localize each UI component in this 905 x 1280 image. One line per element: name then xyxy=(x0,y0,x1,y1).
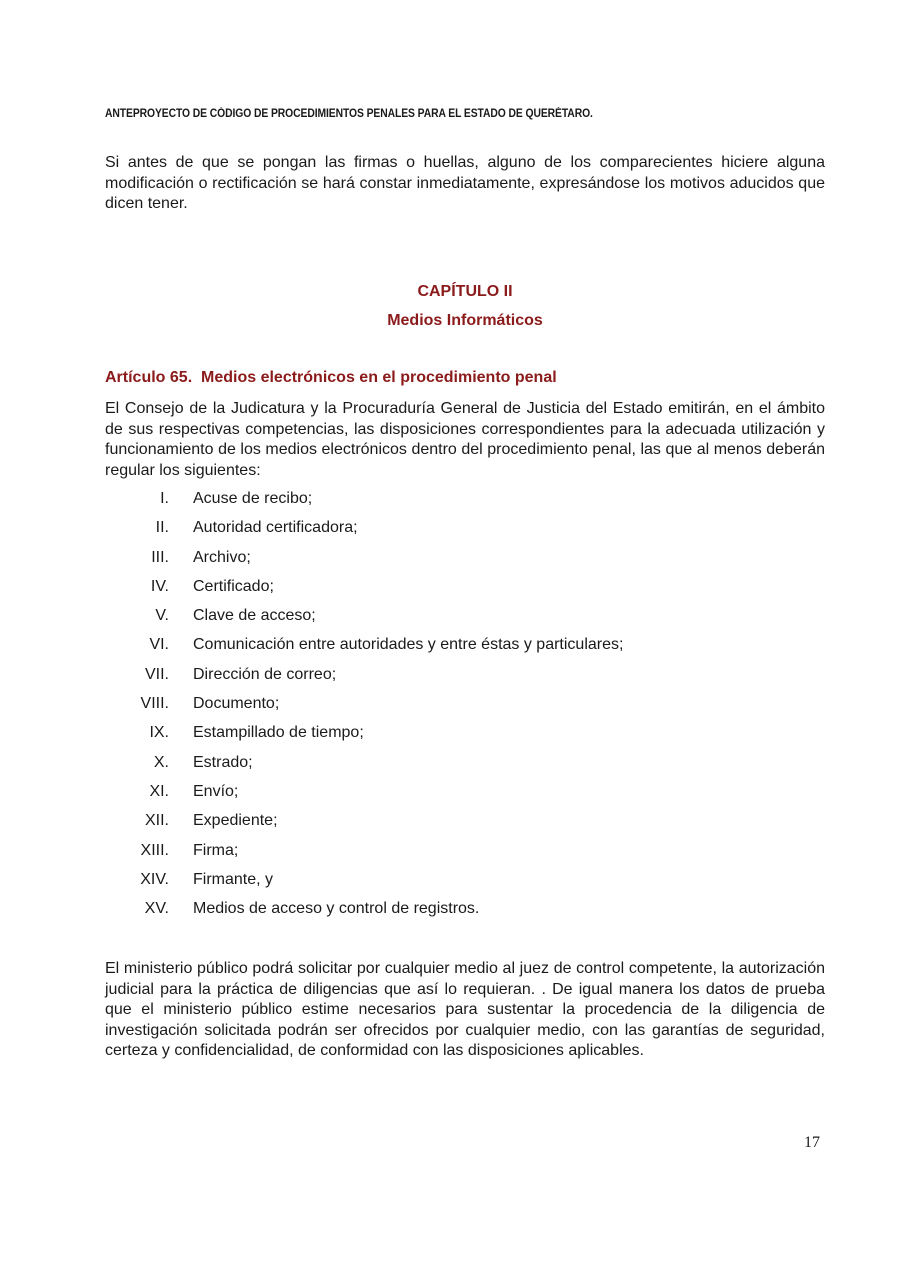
item-text: Expediente; xyxy=(193,812,278,830)
article-closing-paragraph: El ministerio público podrá solicitar por cualquier medio al juez de control competente, la autorización judicial para la práctica de diligencias que así lo requieran. . De igual manera los datos de prueba que el ministerio público estime necesarios para sustentar la procedencia de la diligencia de investigación solicitada podrán ser ofrecidos por cualquier medio, con las garantías de seguridad, certeza y confidencialidad, de conformidad con las disposiciones aplicables. xyxy=(105,960,825,1059)
list-item xyxy=(105,694,825,723)
list-item xyxy=(105,577,825,606)
list-item xyxy=(105,548,825,577)
list-item xyxy=(105,753,825,782)
list-item xyxy=(105,489,825,518)
paragraph-signatures: Si antes de que se pongan las firmas o huellas, alguno de los comparecientes hiciere alguna modificación o rectificación se hará constar inmediatamente, expresándose los motivos aducidos que dicen tener. xyxy=(105,154,825,212)
item-text: Envío; xyxy=(193,782,239,800)
page-number: 17 xyxy=(804,1134,820,1151)
item-number: II. xyxy=(155,519,169,537)
item-text: Autoridad certificadora; xyxy=(193,519,358,537)
item-number: IV. xyxy=(150,577,169,595)
item-text: Certificado; xyxy=(193,577,274,595)
list-item xyxy=(105,782,825,811)
item-text: Archivo; xyxy=(193,548,251,566)
item-text: Dirección de correo; xyxy=(193,665,337,683)
item-number: VII. xyxy=(144,665,169,683)
item-number: I. xyxy=(160,490,169,507)
item-number: XIII. xyxy=(140,841,169,859)
chapter-subtitle: Medios Informáticos xyxy=(387,312,543,329)
item-text: Estrado; xyxy=(193,753,253,771)
list-item xyxy=(105,665,825,694)
list-item xyxy=(105,723,825,752)
list-item xyxy=(105,841,825,870)
item-text: Comunicación entre autoridades y entre éstas y particulares; xyxy=(193,636,624,654)
item-number: III. xyxy=(151,548,169,566)
item-number: VI. xyxy=(149,636,169,654)
item-text: Acuse de recibo; xyxy=(193,490,313,507)
item-number: IX. xyxy=(149,724,169,742)
list-item xyxy=(105,870,825,899)
article-items-list xyxy=(105,489,825,928)
item-text: Firma; xyxy=(193,841,239,859)
list-item xyxy=(105,606,825,635)
chapter-title: CAPÍTULO II xyxy=(417,283,513,300)
article-intro: El Consejo de la Judicatura y la Procuraduría General de Justicia del Estado emitirán, en el ámbito de sus respectivas competencias, las disposiciones correspondientes para la adecuada utilización y funcionamiento de los medios electrónicos dentro del procedimiento penal, las que al menos deberán regular los siguientes: xyxy=(105,400,825,479)
item-number: X. xyxy=(153,753,169,771)
list-item xyxy=(105,518,825,547)
item-text: Medios de acceso y control de registros. xyxy=(193,900,480,918)
list-item xyxy=(105,811,825,840)
item-number: XV. xyxy=(144,900,169,918)
item-number: XI. xyxy=(149,782,169,800)
document-header: ANTEPROYECTO DE CÓDIGO DE PROCEDIMIENTOS PENALES PARA EL ESTADO DE QUERÉTARO. xyxy=(105,108,593,120)
item-number: XIV. xyxy=(140,870,169,888)
item-text: Estampillado de tiempo; xyxy=(193,724,364,742)
item-text: Clave de acceso; xyxy=(193,607,316,625)
item-number: V. xyxy=(155,607,169,625)
item-number: VIII. xyxy=(140,695,169,713)
item-text: Documento; xyxy=(193,695,280,713)
list-item xyxy=(105,635,825,664)
article-heading: Artículo 65. Medios electrónicos en el procedimiento penal xyxy=(105,369,557,386)
list-item xyxy=(105,899,825,928)
item-number: XII. xyxy=(144,812,169,830)
item-text: Firmante, y xyxy=(193,870,274,888)
